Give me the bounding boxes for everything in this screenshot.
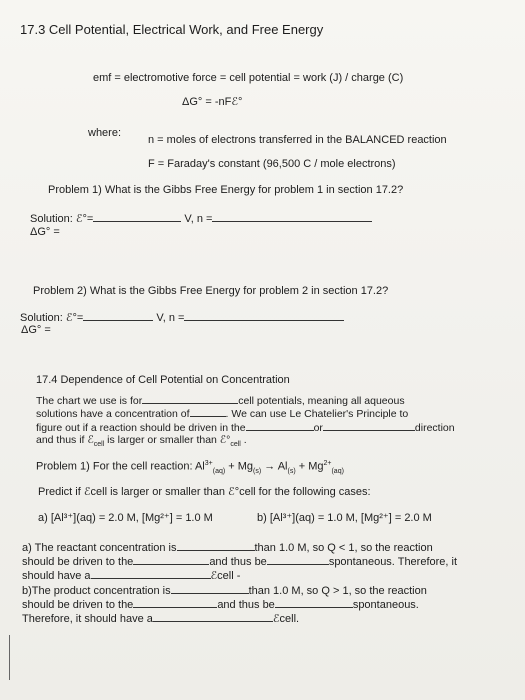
vn-label: V, n = xyxy=(156,312,185,324)
answer-b-blank-4[interactable] xyxy=(153,611,273,622)
gibbs-equation: ΔG° = -nFℰ° xyxy=(182,96,243,108)
section-174-heading: 17.4 Dependence of Cell Potential on Concentration xyxy=(36,374,290,386)
problem-1-question: Problem 1) What is the Gibbs Free Energy for problem 1 in section 17.2? xyxy=(48,184,404,196)
direction-blank-2[interactable] xyxy=(323,420,415,431)
vn-label: V, n = xyxy=(184,213,213,225)
e0-blank[interactable] xyxy=(83,310,153,321)
answer-a-blank-1[interactable] xyxy=(177,540,255,551)
chart-line-1: The chart we use is for cell potentials, meaning all aqueous xyxy=(36,395,405,407)
solution-label: Solution: xyxy=(20,312,63,324)
problem-2-dg: ΔG° = xyxy=(21,324,51,336)
answer-b-line-1: b)The product concentration is than 1.0 M, so Q > 1, so the reaction xyxy=(22,585,427,597)
answer-b-blank-3[interactable] xyxy=(275,597,353,608)
chart-line-4: and thus if ℰ$_{cell}$ is larger or smaller than $ℰ^\circ_{cell}$ . xyxy=(36,434,247,449)
n-blank[interactable] xyxy=(212,211,372,222)
answer-a-line-2: should be driven to the and thus be spontaneous. Therefore, it xyxy=(22,556,458,568)
direction-blank-1[interactable] xyxy=(246,420,314,431)
chart-line-3: figure out if a reaction should be driven in the or direction xyxy=(36,422,455,434)
section-title: 17.3 Cell Potential, Electrical Work, and Free Energy xyxy=(20,22,324,37)
margin-pen-mark xyxy=(9,635,10,680)
problem-1-dg: ΔG° = xyxy=(30,226,60,238)
n-blank[interactable] xyxy=(184,310,344,321)
answer-a-line-3: should have a ℰcell - xyxy=(22,570,241,582)
problem-2-question: Problem 2) What is the Gibbs Free Energy for problem 2 in section 17.2? xyxy=(33,285,389,297)
answer-b-line-3: Therefore, it should have a ℰcell. xyxy=(22,613,300,625)
where-label: where: xyxy=(88,127,122,139)
cell-reaction-line: Problem 1) For the cell reaction: $Al^{3+}_{(aq)} + Mg_{(s)} \to Al_{(s)} + Mg^{2+}_{(aq)}$ xyxy=(36,460,344,475)
solution-label: Solution: xyxy=(30,213,73,225)
problem-1-solution xyxy=(30,211,372,225)
chart-line-2: solutions have a concentration of . We can use Le Chatelier's Principle to xyxy=(36,408,409,420)
predict-prompt: Predict if ℰcell is larger or smaller than ℰ°cell for the following cases: xyxy=(38,486,371,498)
answer-b-blank-2[interactable] xyxy=(133,597,217,608)
problem-2-solution xyxy=(20,310,344,324)
e0-label: ℰ°= xyxy=(65,312,84,324)
answer-b-blank-1[interactable] xyxy=(171,583,249,594)
case-b: b) [Al³⁺](aq) = 1.0 M, [Mg²⁺] = 2.0 M xyxy=(257,512,432,524)
e0-label: ℰ°= xyxy=(75,213,94,225)
answer-a-blank-3[interactable] xyxy=(267,554,329,565)
answer-a-line-1: a) The reactant concentration is than 1.0 M, so Q < 1, so the reaction xyxy=(22,542,433,554)
n-definition: n = moles of electrons transferred in the BALANCED reaction xyxy=(148,134,447,146)
f-definition: F = Faraday's constant (96,500 C / mole electrons) xyxy=(148,158,396,170)
reaction-arrow-icon: → xyxy=(261,460,278,473)
case-a: a) [Al³⁺](aq) = 2.0 M, [Mg²⁺] = 1.0 M xyxy=(38,512,213,524)
answer-a-blank-4[interactable] xyxy=(91,568,211,579)
e0-blank[interactable] xyxy=(93,211,181,222)
chart-blank[interactable] xyxy=(142,393,238,404)
answer-a-blank-2[interactable] xyxy=(133,554,209,565)
emf-definition: emf = electromotive force = cell potential = work (J) / charge (C) xyxy=(93,72,404,84)
answer-b-line-2: should be driven to the and thus be spontaneous. xyxy=(22,599,419,611)
concentration-blank[interactable] xyxy=(190,406,226,417)
